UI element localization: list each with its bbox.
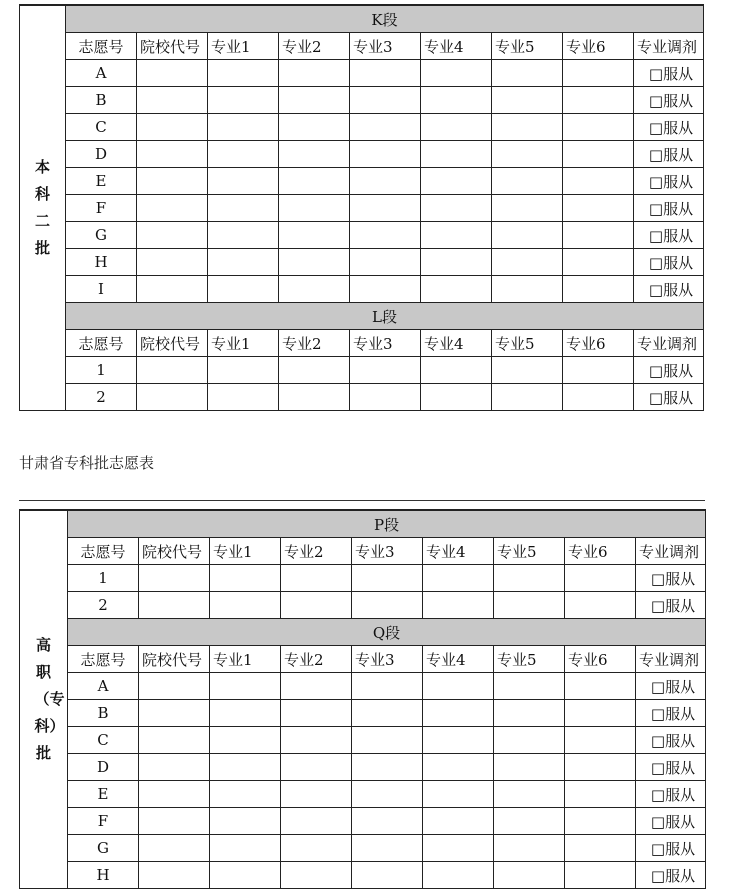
major-cell[interactable] bbox=[350, 141, 421, 168]
major-cell[interactable] bbox=[494, 592, 565, 619]
segment-title: L段 bbox=[66, 303, 704, 330]
column-header: 专业6 bbox=[563, 330, 634, 357]
column-header: 专业3 bbox=[350, 330, 421, 357]
adjust-accept-checkbox[interactable]: □服从 bbox=[634, 276, 704, 303]
major-cell[interactable] bbox=[350, 195, 421, 222]
major-cell[interactable] bbox=[423, 808, 494, 835]
column-header: 志愿号 bbox=[66, 33, 137, 60]
major-cell[interactable] bbox=[208, 195, 279, 222]
major-cell[interactable] bbox=[350, 357, 421, 384]
column-header: 专业4 bbox=[423, 538, 494, 565]
column-header: 专业调剂 bbox=[634, 330, 704, 357]
column-header-row bbox=[20, 646, 706, 673]
major-cell[interactable] bbox=[352, 835, 423, 862]
choice-id: B bbox=[66, 87, 137, 114]
major-cell[interactable] bbox=[494, 754, 565, 781]
major-cell[interactable] bbox=[565, 673, 636, 700]
major-cell[interactable] bbox=[494, 862, 565, 889]
table-body bbox=[20, 510, 706, 889]
column-header: 专业6 bbox=[565, 646, 636, 673]
major-cell[interactable] bbox=[492, 87, 563, 114]
school-code-cell[interactable] bbox=[137, 384, 208, 411]
table-row bbox=[20, 592, 706, 619]
table-row bbox=[20, 808, 706, 835]
choice-id: 1 bbox=[66, 357, 137, 384]
major-cell[interactable] bbox=[492, 249, 563, 276]
adjust-accept-checkbox[interactable]: □服从 bbox=[634, 168, 704, 195]
undergrad-second-batch-table bbox=[19, 4, 704, 411]
major-cell[interactable] bbox=[210, 835, 281, 862]
major-cell[interactable] bbox=[352, 700, 423, 727]
school-code-cell[interactable] bbox=[137, 141, 208, 168]
school-code-cell[interactable] bbox=[137, 87, 208, 114]
major-cell[interactable] bbox=[494, 808, 565, 835]
major-cell[interactable] bbox=[352, 781, 423, 808]
major-cell[interactable] bbox=[563, 114, 634, 141]
segment-title: Q段 bbox=[68, 619, 706, 646]
adjust-accept-checkbox[interactable]: □服从 bbox=[634, 384, 704, 411]
major-cell[interactable] bbox=[281, 673, 352, 700]
major-cell[interactable] bbox=[492, 195, 563, 222]
table-row bbox=[20, 862, 706, 889]
column-header: 专业1 bbox=[210, 646, 281, 673]
major-cell[interactable] bbox=[208, 276, 279, 303]
major-cell[interactable] bbox=[208, 87, 279, 114]
table-row bbox=[20, 835, 706, 862]
batch-label bbox=[20, 510, 68, 889]
major-cell[interactable] bbox=[421, 87, 492, 114]
table-body bbox=[20, 5, 704, 411]
major-cell[interactable] bbox=[563, 141, 634, 168]
segment-header-row bbox=[20, 303, 704, 330]
column-header-row bbox=[20, 538, 706, 565]
major-cell[interactable] bbox=[352, 673, 423, 700]
column-header: 专业3 bbox=[352, 538, 423, 565]
choice-id: F bbox=[68, 808, 139, 835]
major-cell[interactable] bbox=[421, 60, 492, 87]
column-header: 专业3 bbox=[352, 646, 423, 673]
adjust-accept-checkbox[interactable]: □服从 bbox=[636, 781, 706, 808]
adjust-accept-checkbox[interactable]: □服从 bbox=[636, 700, 706, 727]
major-cell[interactable] bbox=[208, 384, 279, 411]
major-cell[interactable] bbox=[494, 727, 565, 754]
major-cell[interactable] bbox=[421, 357, 492, 384]
major-cell[interactable] bbox=[279, 87, 350, 114]
adjust-accept-checkbox[interactable]: □服从 bbox=[636, 835, 706, 862]
major-cell[interactable] bbox=[421, 249, 492, 276]
major-cell[interactable] bbox=[421, 114, 492, 141]
column-header: 志愿号 bbox=[68, 646, 139, 673]
major-cell[interactable] bbox=[423, 835, 494, 862]
choice-id: G bbox=[68, 835, 139, 862]
major-cell[interactable] bbox=[423, 727, 494, 754]
major-cell[interactable] bbox=[563, 276, 634, 303]
major-cell[interactable] bbox=[421, 141, 492, 168]
column-header: 专业6 bbox=[565, 538, 636, 565]
major-cell[interactable] bbox=[281, 781, 352, 808]
major-cell[interactable] bbox=[565, 781, 636, 808]
major-cell[interactable] bbox=[208, 168, 279, 195]
major-cell[interactable] bbox=[352, 565, 423, 592]
major-cell[interactable] bbox=[208, 60, 279, 87]
column-header: 专业4 bbox=[423, 646, 494, 673]
major-cell[interactable] bbox=[279, 384, 350, 411]
adjust-accept-checkbox[interactable]: □服从 bbox=[636, 565, 706, 592]
table-row bbox=[20, 727, 706, 754]
major-cell[interactable] bbox=[281, 727, 352, 754]
batch-label-text: 高职（专科）批 bbox=[34, 636, 65, 762]
choice-id: A bbox=[66, 60, 137, 87]
adjust-accept-checkbox[interactable]: □服从 bbox=[634, 114, 704, 141]
major-cell[interactable] bbox=[423, 862, 494, 889]
adjust-accept-checkbox[interactable]: □服从 bbox=[636, 673, 706, 700]
major-cell[interactable] bbox=[279, 168, 350, 195]
segment-title: P段 bbox=[68, 510, 706, 538]
major-cell[interactable] bbox=[279, 195, 350, 222]
column-header: 专业5 bbox=[492, 330, 563, 357]
major-cell[interactable] bbox=[279, 141, 350, 168]
major-cell[interactable] bbox=[281, 835, 352, 862]
column-header: 志愿号 bbox=[68, 538, 139, 565]
major-cell[interactable] bbox=[352, 754, 423, 781]
major-cell[interactable] bbox=[492, 276, 563, 303]
segment-header-row bbox=[20, 619, 706, 646]
major-cell[interactable] bbox=[281, 862, 352, 889]
major-cell[interactable] bbox=[210, 781, 281, 808]
school-code-cell[interactable] bbox=[139, 862, 210, 889]
choice-id: H bbox=[66, 249, 137, 276]
table-row bbox=[20, 754, 706, 781]
table-row bbox=[20, 384, 704, 411]
major-cell[interactable] bbox=[350, 249, 421, 276]
major-cell[interactable] bbox=[421, 276, 492, 303]
major-cell[interactable] bbox=[350, 114, 421, 141]
column-header: 院校代号 bbox=[137, 330, 208, 357]
adjust-accept-checkbox[interactable]: □服从 bbox=[634, 60, 704, 87]
major-cell[interactable] bbox=[423, 754, 494, 781]
column-header: 专业调剂 bbox=[636, 538, 706, 565]
table-row bbox=[20, 141, 704, 168]
major-cell[interactable] bbox=[423, 700, 494, 727]
table-row bbox=[20, 60, 704, 87]
choice-id: A bbox=[68, 673, 139, 700]
column-header: 院校代号 bbox=[139, 646, 210, 673]
choice-id: 2 bbox=[68, 592, 139, 619]
major-cell[interactable] bbox=[421, 222, 492, 249]
major-cell[interactable] bbox=[423, 781, 494, 808]
choice-id: C bbox=[68, 727, 139, 754]
adjust-accept-checkbox[interactable]: □服从 bbox=[636, 754, 706, 781]
divider bbox=[19, 500, 705, 501]
major-cell[interactable] bbox=[563, 168, 634, 195]
school-code-cell[interactable] bbox=[137, 114, 208, 141]
column-header: 专业5 bbox=[494, 646, 565, 673]
choice-id: E bbox=[68, 781, 139, 808]
adjust-accept-checkbox[interactable]: □服从 bbox=[634, 222, 704, 249]
choice-id: E bbox=[66, 168, 137, 195]
caption: 甘肃省专科批志愿表 bbox=[19, 454, 155, 472]
column-header: 专业1 bbox=[208, 33, 279, 60]
major-cell[interactable] bbox=[210, 727, 281, 754]
major-cell[interactable] bbox=[210, 592, 281, 619]
major-cell[interactable] bbox=[492, 222, 563, 249]
major-cell[interactable] bbox=[279, 60, 350, 87]
school-code-cell[interactable] bbox=[137, 249, 208, 276]
table-row bbox=[20, 168, 704, 195]
column-header: 专业6 bbox=[563, 33, 634, 60]
choice-id: 1 bbox=[68, 565, 139, 592]
major-cell[interactable] bbox=[492, 168, 563, 195]
major-cell[interactable] bbox=[565, 565, 636, 592]
major-cell[interactable] bbox=[350, 60, 421, 87]
choice-id: D bbox=[66, 141, 137, 168]
vocational-batch-table bbox=[19, 509, 706, 889]
table-row bbox=[20, 565, 706, 592]
choice-id: D bbox=[68, 754, 139, 781]
major-cell[interactable] bbox=[494, 835, 565, 862]
major-cell[interactable] bbox=[281, 565, 352, 592]
major-cell[interactable] bbox=[208, 222, 279, 249]
table-row bbox=[20, 357, 704, 384]
major-cell[interactable] bbox=[563, 195, 634, 222]
school-code-cell[interactable] bbox=[137, 222, 208, 249]
table-row bbox=[20, 114, 704, 141]
major-cell[interactable] bbox=[210, 754, 281, 781]
school-code-cell[interactable] bbox=[137, 60, 208, 87]
table-row bbox=[20, 673, 706, 700]
major-cell[interactable] bbox=[208, 141, 279, 168]
major-cell[interactable] bbox=[494, 700, 565, 727]
table-row bbox=[20, 195, 704, 222]
school-code-cell[interactable] bbox=[139, 754, 210, 781]
major-cell[interactable] bbox=[421, 168, 492, 195]
major-cell[interactable] bbox=[494, 565, 565, 592]
batch-label-text: 本科二批 bbox=[34, 158, 50, 257]
major-cell[interactable] bbox=[563, 249, 634, 276]
batch-label bbox=[20, 5, 66, 411]
major-cell[interactable] bbox=[565, 592, 636, 619]
major-cell[interactable] bbox=[492, 114, 563, 141]
major-cell[interactable] bbox=[279, 249, 350, 276]
choice-id: G bbox=[66, 222, 137, 249]
column-header-row bbox=[20, 33, 704, 60]
column-header-row bbox=[20, 330, 704, 357]
major-cell[interactable] bbox=[421, 384, 492, 411]
major-cell[interactable] bbox=[565, 700, 636, 727]
major-cell[interactable] bbox=[352, 592, 423, 619]
major-cell[interactable] bbox=[279, 114, 350, 141]
major-cell[interactable] bbox=[210, 808, 281, 835]
school-code-cell[interactable] bbox=[139, 673, 210, 700]
major-cell[interactable] bbox=[350, 87, 421, 114]
column-header: 专业4 bbox=[421, 33, 492, 60]
adjust-accept-checkbox[interactable]: □服从 bbox=[634, 249, 704, 276]
segment-title: K段 bbox=[66, 5, 704, 33]
major-cell[interactable] bbox=[352, 808, 423, 835]
major-cell[interactable] bbox=[565, 727, 636, 754]
school-code-cell[interactable] bbox=[139, 808, 210, 835]
choice-id: F bbox=[66, 195, 137, 222]
major-cell[interactable] bbox=[494, 781, 565, 808]
school-code-cell[interactable] bbox=[137, 195, 208, 222]
major-cell[interactable] bbox=[279, 357, 350, 384]
column-header: 院校代号 bbox=[139, 538, 210, 565]
column-header: 专业4 bbox=[421, 330, 492, 357]
major-cell[interactable] bbox=[208, 249, 279, 276]
column-header: 专业1 bbox=[208, 330, 279, 357]
table-row bbox=[20, 249, 704, 276]
adjust-accept-checkbox[interactable]: □服从 bbox=[634, 87, 704, 114]
major-cell[interactable] bbox=[281, 592, 352, 619]
major-cell[interactable] bbox=[421, 195, 492, 222]
choice-id: H bbox=[68, 862, 139, 889]
major-cell[interactable] bbox=[279, 222, 350, 249]
major-cell[interactable] bbox=[210, 673, 281, 700]
major-cell[interactable] bbox=[563, 60, 634, 87]
school-code-cell[interactable] bbox=[137, 168, 208, 195]
adjust-accept-checkbox[interactable]: □服从 bbox=[636, 592, 706, 619]
adjust-accept-checkbox[interactable]: □服从 bbox=[636, 727, 706, 754]
major-cell[interactable] bbox=[210, 700, 281, 727]
column-header: 专业5 bbox=[492, 33, 563, 60]
major-cell[interactable] bbox=[492, 357, 563, 384]
column-header: 专业2 bbox=[279, 330, 350, 357]
major-cell[interactable] bbox=[563, 357, 634, 384]
school-code-cell[interactable] bbox=[139, 781, 210, 808]
major-cell[interactable] bbox=[565, 808, 636, 835]
major-cell[interactable] bbox=[350, 168, 421, 195]
choice-id: B bbox=[68, 700, 139, 727]
column-header: 专业调剂 bbox=[634, 33, 704, 60]
major-cell[interactable] bbox=[423, 592, 494, 619]
major-cell[interactable] bbox=[350, 276, 421, 303]
major-cell[interactable] bbox=[565, 862, 636, 889]
school-code-cell[interactable] bbox=[137, 357, 208, 384]
school-code-cell[interactable] bbox=[139, 700, 210, 727]
table-row bbox=[20, 222, 704, 249]
column-header: 专业3 bbox=[350, 33, 421, 60]
major-cell[interactable] bbox=[208, 114, 279, 141]
major-cell[interactable] bbox=[492, 384, 563, 411]
major-cell[interactable] bbox=[563, 222, 634, 249]
table-row bbox=[20, 781, 706, 808]
school-code-cell[interactable] bbox=[139, 565, 210, 592]
major-cell[interactable] bbox=[352, 727, 423, 754]
major-cell[interactable] bbox=[281, 754, 352, 781]
adjust-accept-checkbox[interactable]: □服从 bbox=[634, 357, 704, 384]
school-code-cell[interactable] bbox=[139, 835, 210, 862]
major-cell[interactable] bbox=[279, 276, 350, 303]
major-cell[interactable] bbox=[208, 357, 279, 384]
major-cell[interactable] bbox=[281, 700, 352, 727]
choice-id: C bbox=[66, 114, 137, 141]
column-header: 专业2 bbox=[281, 646, 352, 673]
major-cell[interactable] bbox=[350, 384, 421, 411]
major-cell[interactable] bbox=[563, 384, 634, 411]
table-row bbox=[20, 87, 704, 114]
major-cell[interactable] bbox=[210, 862, 281, 889]
column-header: 志愿号 bbox=[66, 330, 137, 357]
major-cell[interactable] bbox=[565, 754, 636, 781]
major-cell[interactable] bbox=[281, 808, 352, 835]
major-cell[interactable] bbox=[210, 565, 281, 592]
adjust-accept-checkbox[interactable]: □服从 bbox=[634, 195, 704, 222]
column-header: 专业2 bbox=[281, 538, 352, 565]
adjust-accept-checkbox[interactable]: □服从 bbox=[634, 141, 704, 168]
segment-header-row bbox=[20, 5, 704, 33]
table-row bbox=[20, 276, 704, 303]
choice-id: I bbox=[66, 276, 137, 303]
column-header: 专业5 bbox=[494, 538, 565, 565]
major-cell[interactable] bbox=[565, 835, 636, 862]
table-row bbox=[20, 700, 706, 727]
major-cell[interactable] bbox=[350, 222, 421, 249]
segment-header-row bbox=[20, 510, 706, 538]
major-cell[interactable] bbox=[563, 87, 634, 114]
major-cell[interactable] bbox=[423, 565, 494, 592]
adjust-accept-checkbox[interactable]: □服从 bbox=[636, 862, 706, 889]
choice-id: 2 bbox=[66, 384, 137, 411]
school-code-cell[interactable] bbox=[137, 276, 208, 303]
adjust-accept-checkbox[interactable]: □服从 bbox=[636, 808, 706, 835]
major-cell[interactable] bbox=[492, 141, 563, 168]
column-header: 专业2 bbox=[279, 33, 350, 60]
major-cell[interactable] bbox=[492, 60, 563, 87]
column-header: 院校代号 bbox=[137, 33, 208, 60]
column-header: 专业1 bbox=[210, 538, 281, 565]
major-cell[interactable] bbox=[494, 673, 565, 700]
column-header: 专业调剂 bbox=[636, 646, 706, 673]
school-code-cell[interactable] bbox=[139, 727, 210, 754]
school-code-cell[interactable] bbox=[139, 592, 210, 619]
major-cell[interactable] bbox=[423, 673, 494, 700]
major-cell[interactable] bbox=[352, 862, 423, 889]
